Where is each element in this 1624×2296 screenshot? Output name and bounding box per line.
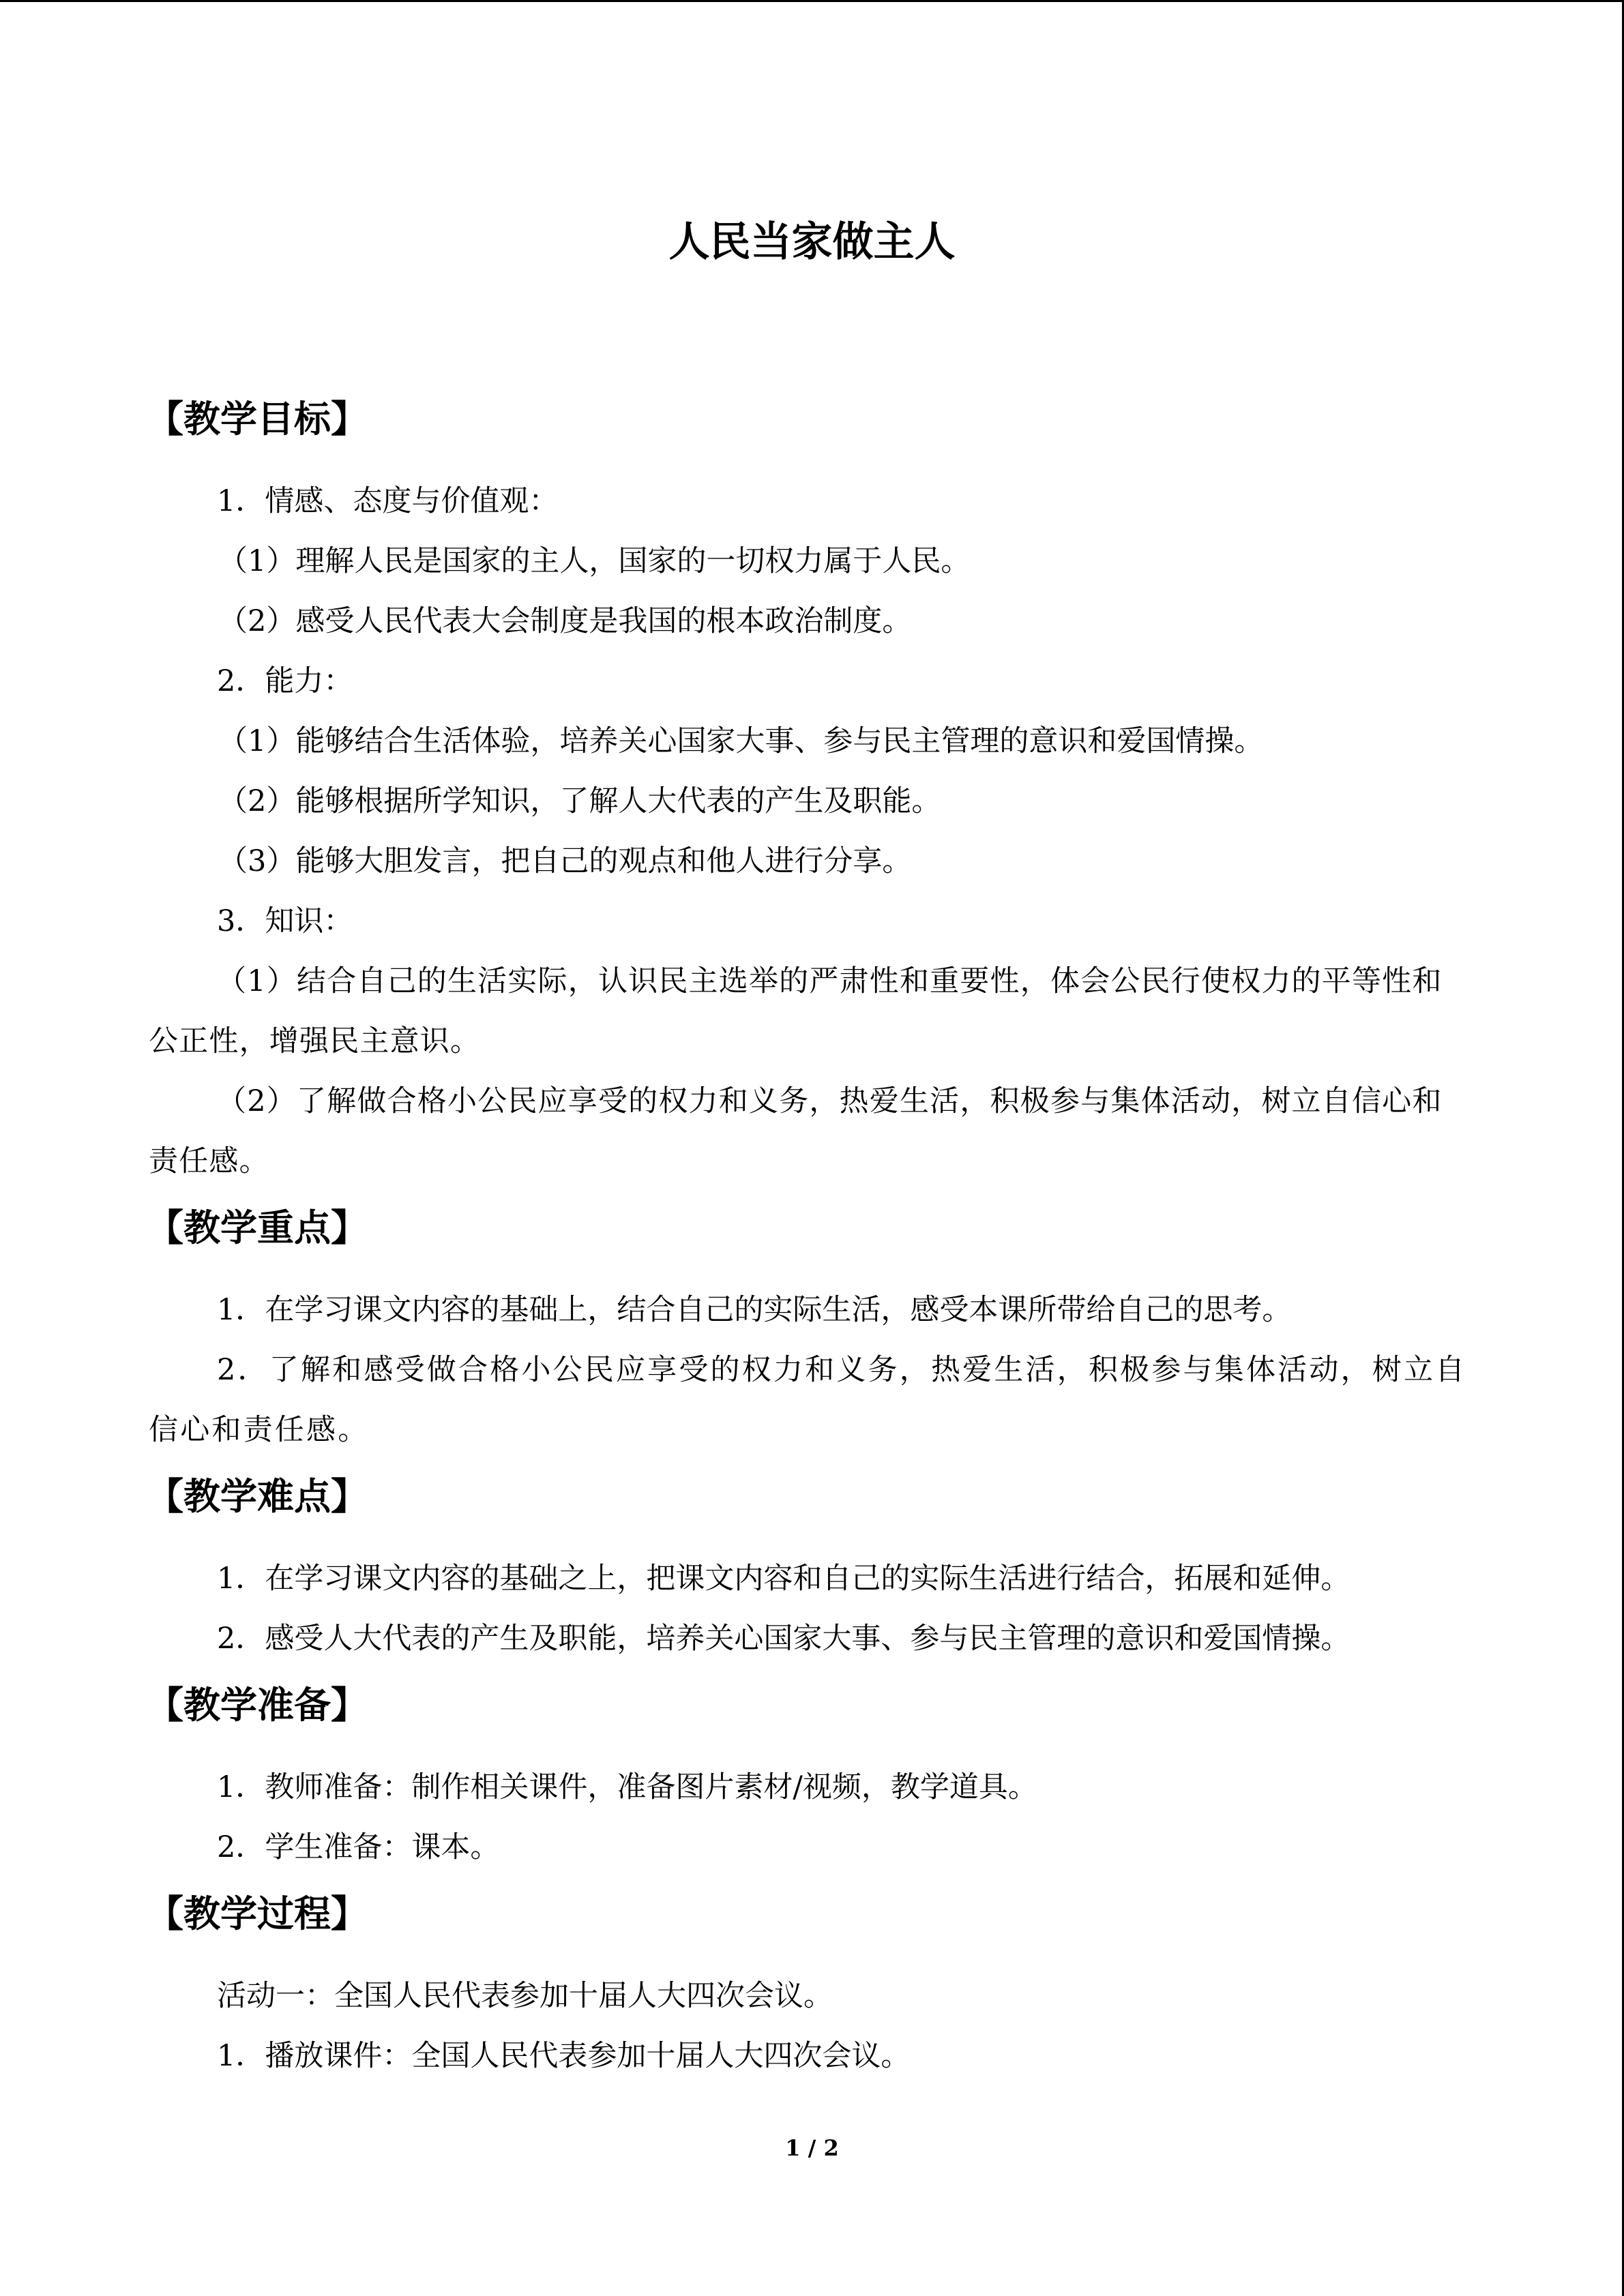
paragraph: （2）了解做合格小公民应享受的权力和义务，热爱生活，积极参与集体活动，树立自信心和责任感。 [149, 1084, 1443, 1178]
paragraph: （1）能够结合生活体验，培养关心国家大事、参与民主管理的意识和爱国情操。 [218, 724, 1264, 758]
page-border-top [0, 0, 1624, 2]
paragraph: 活动一：全国人民代表参加十届人大四次会议。 [217, 1979, 833, 2013]
paragraph: （2）能够根据所学知识，了解人大代表的产生及职能。 [218, 784, 941, 818]
paragraph: 2．了解和感受做合格小公民应享受的权力和义务，热爱生活，积极参与集体活动，树立自信心和责任感。 [149, 1353, 1467, 1447]
document-title: 人民当家做主人 [668, 218, 956, 266]
paragraph: （1）理解人民是国家的主人，国家的一切权力属于人民。 [218, 544, 971, 578]
paragraph: （2）感受人民代表大会制度是我国的根本政治制度。 [218, 604, 912, 638]
section-heading-key-points: 【教学重点】 [147, 1206, 368, 1249]
page-number: 1 / 2 [785, 2135, 839, 2161]
paragraph: 1．情感、态度与价值观： [217, 484, 559, 518]
section-heading-difficulties: 【教学难点】 [147, 1475, 368, 1518]
paragraph: 2．学生准备：课本。 [217, 1830, 500, 1864]
section-heading-preparation: 【教学准备】 [147, 1684, 368, 1727]
paragraph: （1）结合自己的生活实际，认识民主选举的严肃性和重要性，体会公民行使权力的平等性和公正性，增强民主意识。 [149, 964, 1443, 1058]
paragraph: 1．在学习课文内容的基础之上，把课文内容和自己的实际生活进行结合，拓展和延伸。 [217, 1562, 1350, 1596]
paragraph: 3．知识： [217, 904, 353, 938]
paragraph: 1．播放课件：全国人民代表参加十届人大四次会议。 [217, 2039, 911, 2073]
section-heading-objectives: 【教学目标】 [147, 398, 368, 441]
paragraph: 2．感受人大代表的产生及职能，培养关心国家大事、参与民主管理的意识和爱国情操。 [217, 1622, 1350, 1656]
paragraph: 2．能力： [217, 664, 353, 698]
paragraph: 1．在学习课文内容的基础上，结合自己的实际生活，感受本课所带给自己的思考。 [217, 1293, 1292, 1327]
paragraph: （3）能够大胆发言，把自己的观点和他人进行分享。 [218, 844, 912, 878]
section-heading-process: 【教学过程】 [147, 1892, 368, 1935]
paragraph: 1．教师准备：制作相关课件，准备图片素材/视频，教学道具。 [217, 1770, 1037, 1804]
